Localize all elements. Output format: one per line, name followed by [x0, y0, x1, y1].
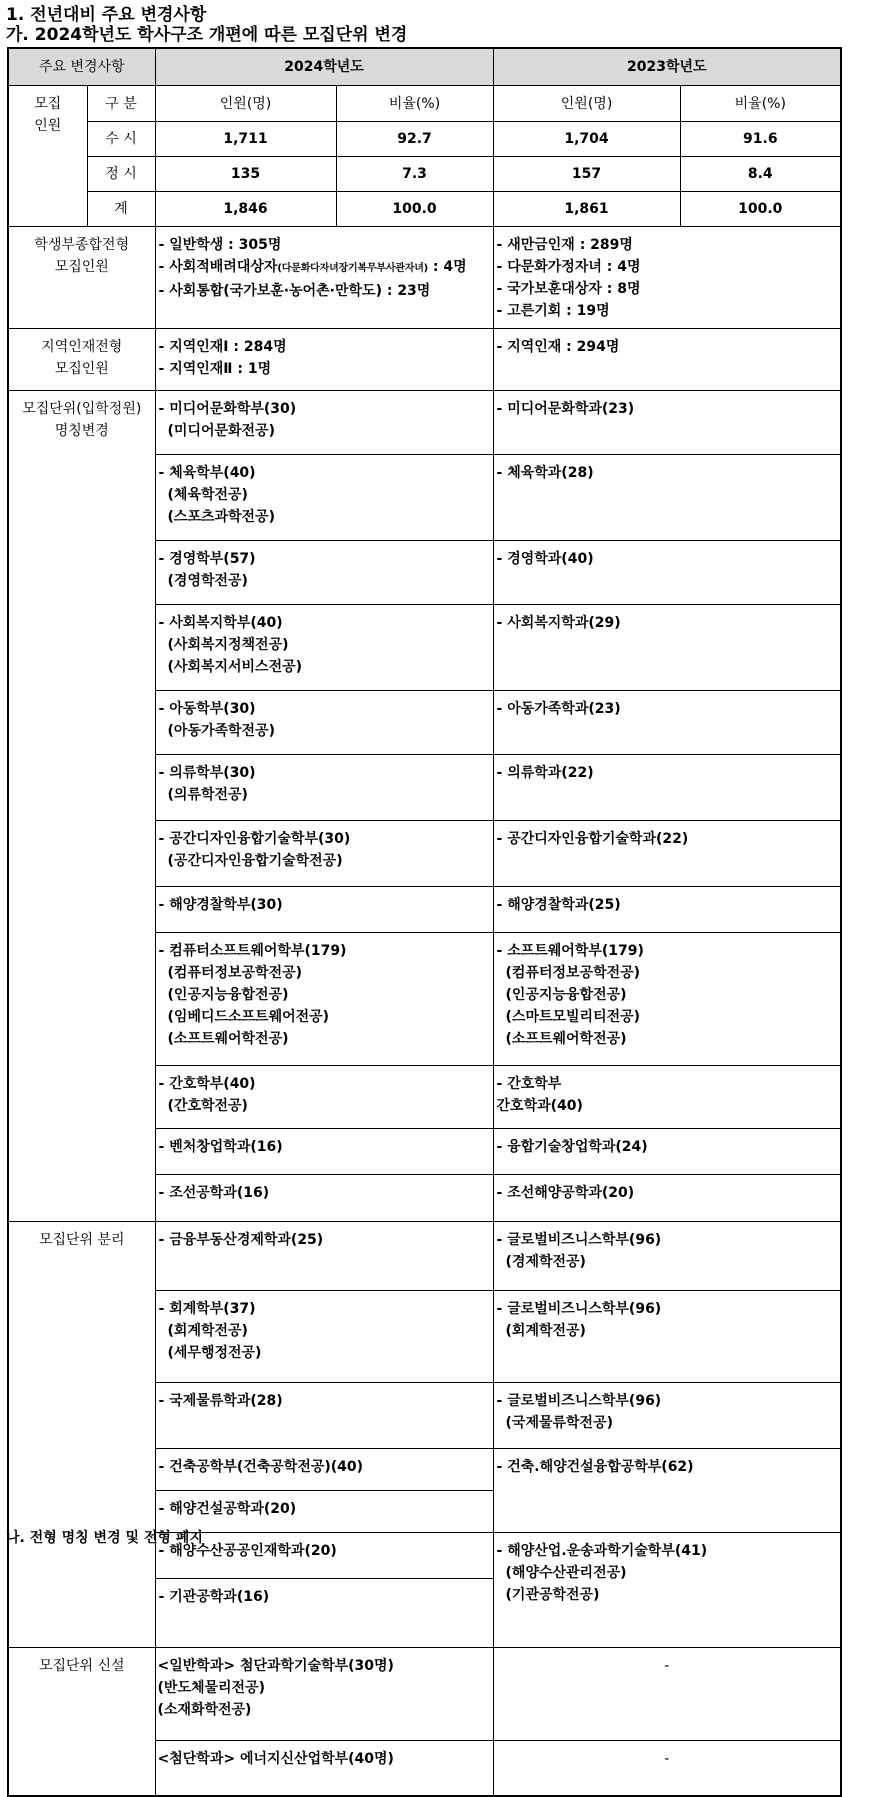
cell-line: - 아동학부(30) [158, 701, 256, 717]
new-unit-2023: - [493, 1741, 841, 1797]
rename-label [8, 391, 155, 1222]
rename-2023 [493, 1066, 841, 1129]
cell-line: 간호학과(40) [496, 1098, 583, 1114]
cell-line: - 고른기회 : 19명 [496, 303, 610, 319]
cell-line: <일반학과> 첨단과학기술학부(30명) [157, 1658, 394, 1674]
cell-line: - 해양경찰학부(30) [158, 897, 283, 913]
rename-2024 [155, 755, 493, 821]
rename-row [8, 391, 841, 455]
rename-2024 [155, 887, 493, 933]
cell-line: (컴퓨터정보공학전공) [167, 965, 303, 981]
quota-value: 1,846 [155, 192, 336, 227]
cell-line: - 다문화가정자녀 : 4명 [496, 259, 641, 275]
cell-line: - 국제물류학과(28) [158, 1393, 283, 1409]
header-item: 주요 변경사항 [8, 48, 155, 86]
rename-2023 [493, 605, 841, 691]
cell-line: - 글로벌비즈니스학부(96) [496, 1393, 662, 1409]
quota-row-name: 수 시 [87, 122, 155, 157]
rename-2024 [155, 933, 493, 1066]
cell-line: - 해양산업.운송과학기술학부(41) [496, 1543, 708, 1559]
cell-line: - 경영학부(57) [158, 551, 256, 567]
split-label: 모집단위 분리 [8, 1222, 155, 1648]
label-line: 모집단위(입학정원) [22, 401, 142, 417]
label-line: 명칭변경 [54, 423, 109, 439]
rename-2023 [493, 455, 841, 541]
cell-line: - 경영학과(40) [496, 551, 594, 567]
rename-2023 [493, 755, 841, 821]
quota-subheader-cell: 인원(명) [493, 86, 680, 122]
header-2024: 2024학년도 [155, 48, 493, 86]
regional-2024 [155, 329, 493, 391]
rename-2024 [155, 1175, 493, 1222]
rename-2023 [493, 887, 841, 933]
quota-subheader-cell: 인원(명) [155, 86, 336, 122]
split-2023 [493, 1291, 841, 1383]
split-2023 [493, 1222, 841, 1291]
quota-value: 157 [493, 157, 680, 192]
cell-line: (회계학전공) [167, 1323, 248, 1339]
cell-line: - 체육학과(28) [496, 465, 594, 481]
quota-value: 92.7 [336, 122, 493, 157]
cell-line: (사회복지정책전공) [167, 637, 289, 653]
cell-line: (회계학전공) [505, 1323, 586, 1339]
new-unit-label: 모집단위 신설 [8, 1648, 155, 1797]
cell-line: (소재화학전공) [157, 1702, 252, 1718]
cell-text: : 4명 [428, 259, 467, 275]
cell-line: - 지역인재Ⅱ : 1명 [158, 361, 272, 377]
regional-label [8, 329, 155, 391]
cell-line: - 사회복지학과(29) [496, 615, 621, 631]
cell-line: (스포츠과학전공) [167, 509, 275, 525]
cell-line: - 해양경찰학과(25) [496, 897, 621, 913]
cell-line: (국제물류학전공) [505, 1415, 613, 1431]
cell-line: (기관공학전공) [505, 1587, 600, 1603]
split-2024 [155, 1222, 493, 1291]
cell-line: (의류학전공) [167, 787, 248, 803]
comprehensive-label [8, 227, 155, 329]
cell-line: - 금융부동산경제학과(25) [158, 1232, 324, 1248]
quota-value: 135 [155, 157, 336, 192]
quota-value: 8.4 [680, 157, 841, 192]
quota-row [8, 157, 841, 192]
cell-line: - 소프트웨어학부(179) [496, 943, 644, 959]
cell-line: (체육학전공) [167, 487, 248, 503]
cell-line: - 지역인재 : 294명 [496, 339, 620, 355]
split-row [8, 1222, 841, 1291]
split-2023 [493, 1533, 841, 1648]
cell-line: (스마트모빌리티전공) [505, 1009, 641, 1025]
regional-row [8, 329, 841, 391]
rename-2024 [155, 455, 493, 541]
cell-line: - 의류학부(30) [158, 765, 256, 781]
rename-2023 [493, 691, 841, 755]
quota-value: 7.3 [336, 157, 493, 192]
cell-line: (공간디자인융합기술학전공) [167, 853, 343, 869]
quota-row [8, 122, 841, 157]
section-heading: 1. 전년대비 주요 변경사항 [6, 5, 207, 25]
cell-line: - 조선공학과(16) [158, 1185, 270, 1201]
cell-line: (세무행정전공) [167, 1345, 262, 1361]
quota-value: 100.0 [336, 192, 493, 227]
quota-value: 91.6 [680, 122, 841, 157]
cell-line: (사회복지서비스전공) [167, 659, 303, 675]
rename-2024 [155, 605, 493, 691]
cell-line: - 벤처창업학과(16) [158, 1139, 283, 1155]
cell-small-text: (다문화다자녀장기복무부사관자녀) [277, 263, 429, 274]
cell-line: - 지역인재Ⅰ : 284명 [158, 339, 287, 355]
cell-line: (인공지능융합전공) [505, 987, 627, 1003]
split-2023: - 건축.해양건설융합공학부(62) [493, 1449, 841, 1533]
cell-line: - 미디어문화학부(30) [158, 401, 297, 417]
label-line: 모집인원 [54, 259, 109, 275]
cell-line: (아동가족학전공) [167, 723, 275, 739]
cell-line: - 일반학생 : 305명 [158, 237, 282, 253]
quota-label: 모집 인원 [8, 86, 87, 227]
cell-line: - 의류학과(22) [496, 765, 594, 781]
rename-2023 [493, 391, 841, 455]
comprehensive-2023 [493, 227, 841, 329]
quota-subheader-cell: 비율(%) [336, 86, 493, 122]
split-2024 [155, 1383, 493, 1449]
header-row [8, 48, 841, 86]
cell-line: (소프트웨어학전공) [505, 1031, 627, 1047]
next-subsection-heading: 나. 전형 명칭 변경 및 전형 폐지 [6, 1530, 203, 1546]
cell-line: (컴퓨터정보공학전공) [505, 965, 641, 981]
rename-2023 [493, 541, 841, 605]
rename-2024 [155, 1129, 493, 1175]
quota-value: 1,704 [493, 122, 680, 157]
cell-line: - 체육학부(40) [158, 465, 256, 481]
quota-value: 1,861 [493, 192, 680, 227]
rename-2024 [155, 541, 493, 605]
cell-line: - 간호학부(40) [158, 1076, 256, 1092]
split-2024: - 해양건설공학과(20) [155, 1491, 493, 1533]
cell-line: - 글로벌비즈니스학부(96) [496, 1232, 662, 1248]
rename-2024 [155, 1066, 493, 1129]
cell-line: (반도체물리전공) [157, 1680, 265, 1696]
new-unit-2023: - [493, 1648, 841, 1741]
cell-line: (경영학전공) [167, 573, 248, 589]
rename-2023 [493, 1175, 841, 1222]
cell-line: - 회계학부(37) [158, 1301, 256, 1317]
comprehensive-row [8, 227, 841, 329]
cell-line: - 미디어문화학과(23) [496, 401, 635, 417]
label-line: 학생부종합전형 [34, 237, 130, 253]
quota-subheader-row [8, 86, 841, 122]
cell-line: - 조선해양공학과(20) [496, 1185, 635, 1201]
cell-line: - 융합기술창업학과(24) [496, 1139, 648, 1155]
rename-2024 [155, 821, 493, 887]
header-2023: 2023학년도 [493, 48, 841, 86]
quota-value: 100.0 [680, 192, 841, 227]
comprehensive-2024 [155, 227, 493, 329]
cell-text: - 사회적배려대상자 [158, 259, 278, 275]
cell-line: (간호학전공) [167, 1098, 248, 1114]
cell-line: - 글로벌비즈니스학부(96) [496, 1301, 662, 1317]
quota-subheader-cell: 구 분 [87, 86, 155, 122]
quota-row-name: 계 [87, 192, 155, 227]
quota-row [8, 192, 841, 227]
cell-line: - 공간디자인융합기술학부(30) [158, 831, 351, 847]
split-2023 [493, 1383, 841, 1449]
cell-line: - 간호학부 [496, 1076, 562, 1092]
new-unit-2024 [155, 1648, 493, 1741]
cell-line: - 사회복지학부(40) [158, 615, 283, 631]
label-line: 모집인원 [54, 361, 109, 377]
rename-2023 [493, 1129, 841, 1175]
subsection-heading: 가. 2024학년도 학사구조 개편에 따른 모집단위 변경 [6, 25, 408, 45]
rename-2024 [155, 691, 493, 755]
cell-line [159, 256, 490, 280]
cell-line: - 컴퓨터소프트웨어학부(179) [158, 943, 347, 959]
cell-line: (소프트웨어학전공) [167, 1031, 289, 1047]
new-unit-2024 [155, 1741, 493, 1797]
quota-row-name: 정 시 [87, 157, 155, 192]
cell-line: (임베디드소프트웨어전공) [167, 1009, 330, 1025]
regional-2023 [493, 329, 841, 391]
rename-2023 [493, 821, 841, 887]
split-2024: - 기관공학과(16) [155, 1579, 493, 1648]
label-line: 지역인재전형 [41, 339, 123, 355]
split-2024 [155, 1291, 493, 1383]
cell-line: - 공간디자인융합기술학과(22) [496, 831, 689, 847]
quota-subheader-cell: 비율(%) [680, 86, 841, 122]
cell-line: <첨단학과> 에너지신산업학부(40명) [157, 1751, 394, 1767]
split-2024: - 건축공학부(건축공학전공)(40) [155, 1449, 493, 1491]
quota-value: 1,711 [155, 122, 336, 157]
cell-line: - 사회통합(국가보훈·농어촌·만학도) : 23명 [158, 283, 431, 299]
rename-2024 [155, 391, 493, 455]
rename-2023 [493, 933, 841, 1066]
cell-line: (해양수산관리전공) [505, 1565, 627, 1581]
cell-line: (인공지능융합전공) [167, 987, 289, 1003]
cell-line: - 새만금인재 : 289명 [496, 237, 633, 253]
cell-line: (경제학전공) [505, 1254, 586, 1270]
new-unit-row [8, 1648, 841, 1741]
split-2024: - 해양수산공공인재학과(20) [155, 1533, 493, 1579]
cell-line: - 국가보훈대상자 : 8명 [496, 281, 641, 297]
cell-line: (미디어문화전공) [167, 423, 275, 439]
cell-line: - 아동가족학과(23) [496, 701, 621, 717]
